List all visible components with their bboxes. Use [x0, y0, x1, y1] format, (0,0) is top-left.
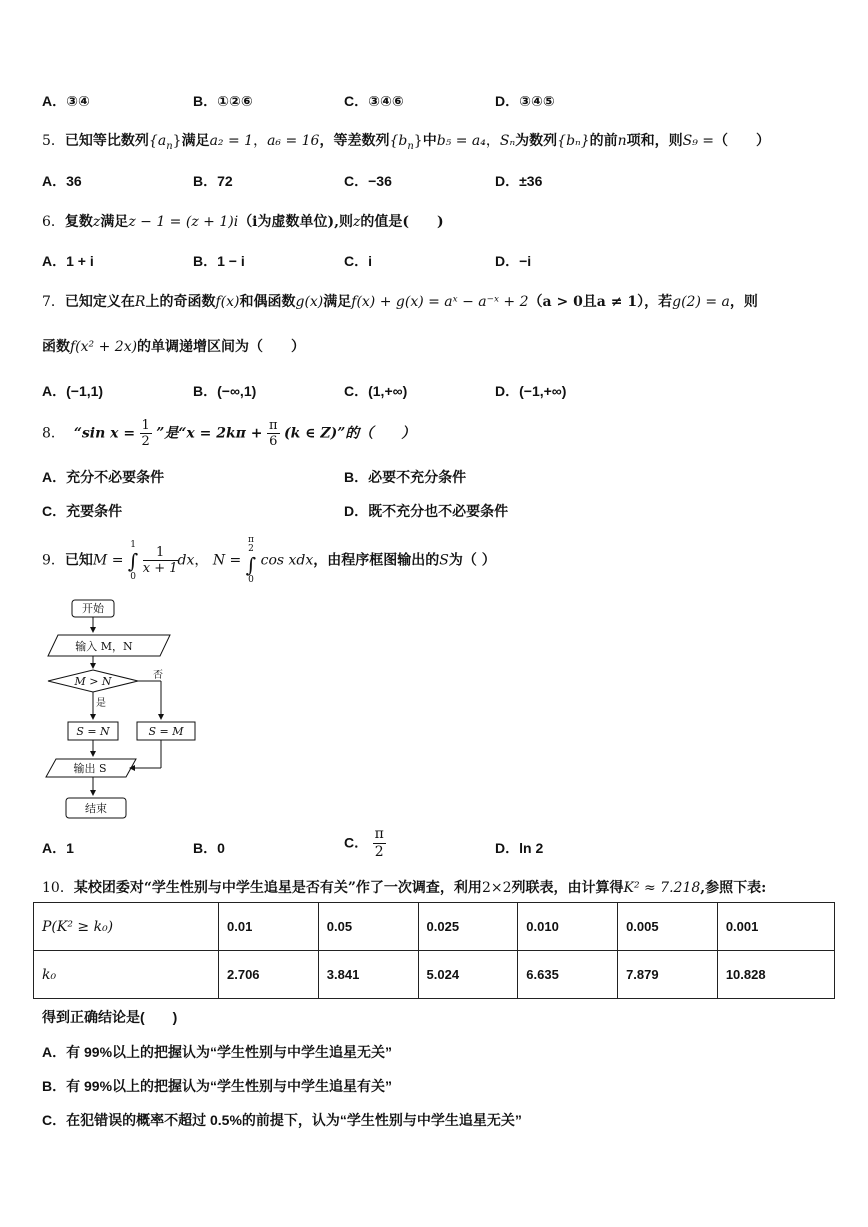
table-cell: 0.001	[717, 903, 834, 951]
q5-stem: 5．已知等比数列$\{a_n\}$满足a₂ = 1，a₆ = 16，等差数列$\{b_n\}$中b₅ = a₄，Sₙ为数列{bₙ}的前n项和，则S₉ =（ ）	[42, 133, 771, 152]
q7-option-c: C．(1,+∞)	[344, 383, 408, 399]
q9-option-c: C． $\frac{\pi}{2}$	[344, 826, 384, 860]
q7-option-a: A．(−1,1)	[42, 383, 104, 399]
table-cell: 2.706	[219, 951, 319, 999]
q10-critical-value-table	[33, 902, 835, 999]
q8-option-d: D．既不充分也不必要条件	[344, 503, 509, 519]
table-cell: 6.635	[518, 951, 618, 999]
q7-stem-line1: 7．已知定义在R上的奇函数f(x)和偶函数g(x)满足f(x) + g(x) = aˣ − a⁻ˣ + 2（a > 0且a ≠ 1），若g(2) = a，则	[42, 294, 758, 310]
table-cell: 7.879	[618, 951, 718, 999]
q4-option-a: A．③④	[42, 93, 90, 109]
q4-option-b: B．①②⑥	[193, 93, 253, 109]
table-cell: 3.841	[318, 951, 418, 999]
table-cell: 0.01	[219, 903, 319, 951]
flow-start: 开始	[82, 602, 104, 615]
flow-end: 结束	[85, 802, 107, 815]
flow-input: 输入 M，N	[75, 640, 133, 653]
q9-integral-n: π 2 ∫ 0	[245, 535, 257, 585]
q8-fraction-half: $\frac{1}{2}$	[141, 418, 150, 449]
q10-option-a: A．有 99%以上的把握认为“学生性别与中学生追星无关”	[42, 1044, 393, 1060]
table-cell: 0.025	[418, 903, 518, 951]
q5-option-a: A．36	[42, 173, 82, 189]
table-cell: 10.828	[717, 951, 834, 999]
q8-option-b: B．必要不充分条件	[344, 469, 467, 485]
q7-option-b: B．(−∞,1)	[193, 383, 257, 399]
q9-integral-m: 1 ∫ 0	[127, 539, 139, 582]
flow-assign-n: S = N	[76, 725, 110, 738]
q4-option-d: D．③④⑤	[495, 93, 555, 109]
flow-assign-m: S = M	[148, 725, 184, 738]
table-cell: 0.010	[518, 903, 618, 951]
q10-conclusion: 得到正确结论是( )	[42, 1009, 178, 1025]
q7-option-d: D．(−1,+∞)	[495, 383, 567, 399]
q9-option-b: B．0	[193, 840, 225, 856]
q5-option-b: B．72	[193, 173, 233, 189]
q8-fraction-pi-6: $\frac{\pi}{6}$	[268, 418, 278, 449]
q6-option-d: D．−i	[495, 253, 532, 269]
flow-cond: M > N	[74, 675, 112, 688]
table-row	[34, 903, 835, 951]
q6-option-c: C．i	[344, 253, 372, 269]
q10-option-b: B．有 99%以上的把握认为“学生性别与中学生追星有关”	[42, 1078, 393, 1094]
q6-option-a: A．1 + i	[42, 253, 94, 269]
q8-option-a: A．充分不必要条件	[42, 469, 165, 485]
table-head-k0: k₀	[34, 951, 219, 999]
q5-option-c: C．−36	[344, 173, 392, 189]
q6-stem: 6．复数z满足z − 1 = (z + 1)i（i为虚数单位),则z的值是( )	[42, 214, 444, 230]
table-cell: 0.05	[318, 903, 418, 951]
q9-stem: 9．已知M = 1 ∫ 0 $\frac{1}{x + 1}$ dx， N = π 2 ∫ 0 cos xdx，由程序框图输出的S为（ ）	[42, 535, 496, 585]
flow-output: 输出 S	[73, 762, 107, 775]
q9-option-d: D．ln 2	[495, 840, 544, 856]
q8-stem: 8． “sin x = $\frac{1}{2}$ ”是“x = 2kπ + $\frac{\pi}{6}$ (k ∈ Z)”的（ ）	[42, 418, 416, 449]
flow-yes: 是	[96, 698, 106, 709]
q10-option-c: C．在犯错误的概率不超过 0.5%的前提下，认为“学生性别与中学生追星无关”	[42, 1112, 522, 1128]
table-row	[34, 951, 835, 999]
q7-stem-line2: 函数f(x² + 2x)的单调递增区间为（ ）	[42, 339, 306, 355]
table-head-probability: P(K² ≥ k₀)	[34, 903, 219, 951]
q5-option-d: D．±36	[495, 173, 543, 189]
q8-option-c: C．充要条件	[42, 503, 123, 519]
table-cell: 5.024	[418, 951, 518, 999]
q9-option-a: A．1	[42, 840, 74, 856]
flow-no: 否	[153, 670, 163, 681]
q6-option-b: B．1 − i	[193, 253, 245, 269]
q10-stem: 10．某校团委对“学生性别与中学生追星是否有关”作了一次调查，利用2×2列联表，由计算得K² ≈ 7.218,参照下表:	[42, 880, 767, 896]
q9-flowchart	[40, 596, 210, 824]
table-cell: 0.005	[618, 903, 718, 951]
q4-option-c: C．③④⑥	[344, 93, 404, 109]
